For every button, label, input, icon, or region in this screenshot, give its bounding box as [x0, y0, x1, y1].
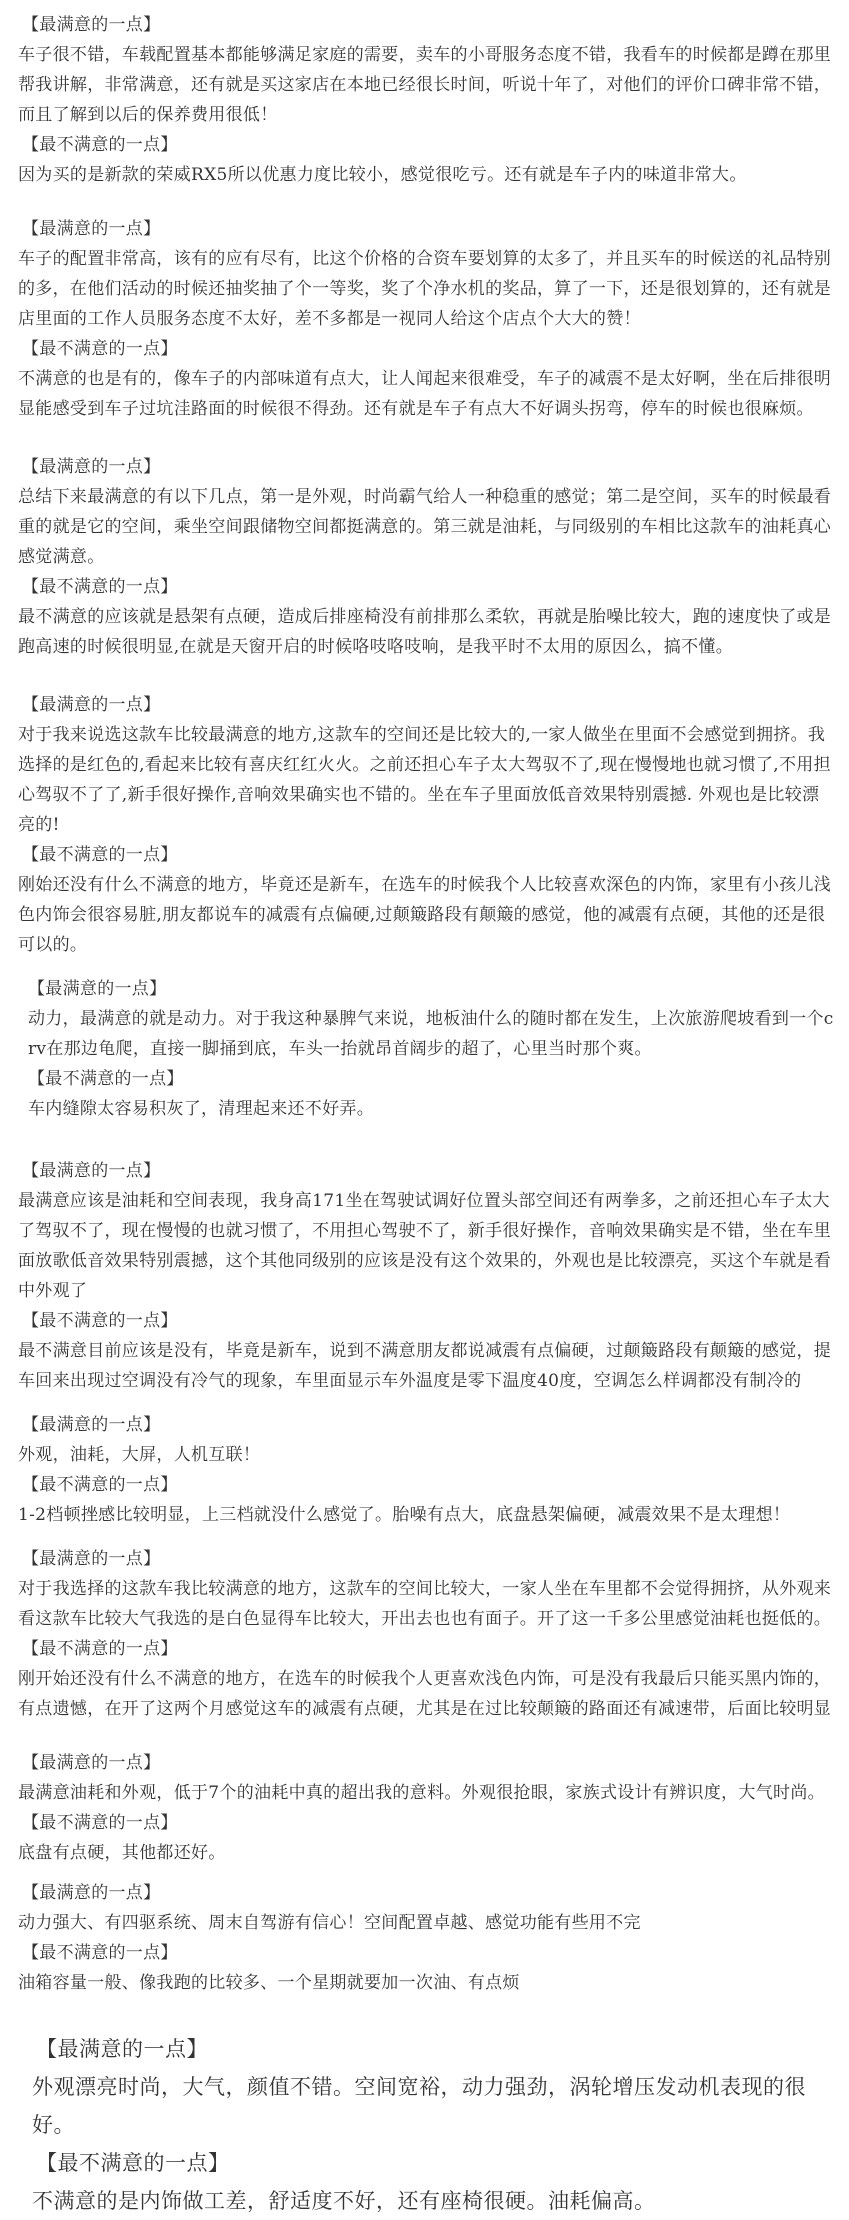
review-10: [18, 1878, 835, 1998]
worst-label: 【最不满意的一点】: [22, 577, 178, 597]
best-label: 【最满意的一点】: [22, 1549, 161, 1569]
best-label: 【最满意的一点】: [22, 457, 161, 477]
review-7: [18, 1410, 835, 1530]
worst-label: 【最不满意的一点】: [28, 1069, 184, 1089]
best-text: 最满意应该是油耗和空间表现，我身高171坐在驾驶试调好位置头部空间还有两拳多，之前还担心车子太大了驾驭不了，现在慢慢的也就习惯了，不用担心驾驶不了，新手很好操作，音响效果确实是不错，坐在车里面放歌低音效果特别震撼，这个其他同级别的应该是没有这个效果的，外观也是比较漂亮，买这个车就是看中外观了: [18, 1191, 832, 1301]
best-text: 总结下来最满意的有以下几点，第一是外观，时尚霸气给人一种稳重的感觉；第二是空间，买车的时候最看重的就是它的空间，乘坐空间跟储物空间都挺满意的。第三就是油耗，与同级别的车相比这款车的油耗真心感觉满意。: [18, 487, 832, 567]
best-text: 车子很不错，车载配置基本都能够满足家庭的需要，卖车的小哥服务态度不错，我看车的时候都是蹲在那里帮我讲解，非常满意，还有就是买这家店在本地已经很长时间，听说十年了，对他们的评价口碑非常不错，而且了解到以后的保养费用很低！: [18, 45, 832, 125]
best-label: 【最满意的一点】: [22, 1415, 161, 1435]
review-6: [18, 1156, 835, 1396]
worst-text: 最不满意的应该就是悬架有点硬，造成后排座椅没有前排那么柔软，再就是胎噪比较大，跑的速度快了或是跑高速的时候很明显,在就是天窗开启的时候咯吱咯吱响，是我平时不太用的原因么，搞不懂。: [18, 607, 832, 657]
best-label: 【最满意的一点】: [22, 695, 161, 715]
worst-text: 车内缝隙太容易积灰了，清理起来还不好弄。: [28, 1099, 374, 1119]
worst-text: 刚开始还没有什么不满意的地方，在选车的时候我个人更喜欢浅色内饰，可是没有我最后只能买黑内饰的，有点遗憾，在开了这两个月感觉这车的减震有点硬，尤其是在过比较颠簸的路面还有减速带，后面比较明显: [18, 1669, 832, 1719]
worst-text: 油箱容量一般、像我跑的比较多、一个星期就要加一次油、有点烦: [18, 1973, 520, 1993]
best-label: 【最满意的一点】: [22, 219, 161, 239]
worst-text: 最不满意目前应该是没有，毕竟是新车，说到不满意朋友都说减震有点偏硬，过颠簸路段有颠簸的感觉，提车回来出现过空调没有冷气的现象，车里面显示车外温度是零下温度40度，空调怎么样调都没有制冷的: [18, 1341, 832, 1391]
worst-label: 【最不满意的一点】: [22, 1475, 178, 1495]
best-label: 【最满意的一点】: [22, 1753, 161, 1773]
best-label: 【最满意的一点】: [36, 2037, 208, 2061]
worst-label: 【最不满意的一点】: [22, 1639, 178, 1659]
worst-text: 不满意的也是有的，像车子的内部味道有点大，让人闻起来很难受，车子的减震不是太好啊，坐在后排很明显能感受到车子过坑洼路面的时候很不得劲。还有就是车子有点大不好调头拐弯，停车的时候也很麻烦。: [18, 369, 832, 419]
worst-text: 1-2档顿挫感比较明显，上三档就没什么感觉了。胎噪有点大，底盘悬架偏硬，减震效果不是太理想！: [18, 1505, 791, 1525]
review-5: [18, 974, 835, 1124]
worst-text: 底盘有点硬，其他都还好。: [18, 1843, 226, 1863]
best-text: 动力，最满意的就是动力。对于我这种暴脾气来说，地板油什么的随时都在发生，上次旅游爬坡看到一个crv在那边龟爬，直接一脚捅到底，车头一抬就昂首阔步的超了，心里当时那个爽。: [28, 1009, 834, 1059]
review-9: [18, 1748, 835, 1868]
review-1: [18, 10, 835, 190]
best-text: 车子的配置非常高，该有的应有尽有，比这个价格的合资车要划算的太多了，并且买车的时候送的礼品特别的多，在他们活动的时候还抽奖抽了个一等奖，奖了个净水机的奖品，算了一下，还是很划算的，还有就是店里面的工作人员服务态度不太好，差不多都是一视同人给这个店点个大大的赞！: [18, 249, 832, 329]
worst-label: 【最不满意的一点】: [22, 135, 178, 155]
best-label: 【最满意的一点】: [22, 1883, 161, 1903]
worst-label: 【最不满意的一点】: [22, 339, 178, 359]
review-3: [18, 452, 835, 662]
worst-label: 【最不满意的一点】: [22, 845, 178, 865]
best-text: 对于我选择的这款车我比较满意的地方，这款车的空间比较大，一家人坐在车里都不会觉得拥挤，从外观来看这款车比较大气我选的是白色显得车比较大，开出去也也有面子。开了这一千多公里感觉油耗也挺低的。: [18, 1579, 832, 1629]
worst-label: 【最不满意的一点】: [22, 1311, 178, 1331]
worst-text: 因为买的是新款的荣威RX5所以优惠力度比较小，感觉很吃亏。还有就是车子内的味道非常大。: [18, 165, 747, 185]
worst-label: 【最不满意的一点】: [36, 2151, 230, 2175]
review-4: [18, 690, 835, 960]
review-8: [18, 1544, 835, 1724]
worst-text: 不满意的是内饰做工差，舒适度不好，还有座椅很硬。油耗偏高。: [32, 2189, 656, 2213]
best-text: 外观，油耗，大屏，人机互联！: [18, 1445, 261, 1465]
best-label: 【最满意的一点】: [28, 979, 167, 999]
review-11: [32, 2030, 835, 2220]
best-text: 动力强大、有四驱系统、周末自驾游有信心！空间配置卓越、感觉功能有些用不完: [18, 1913, 641, 1933]
best-label: 【最满意的一点】: [22, 1161, 161, 1181]
worst-label: 【最不满意的一点】: [22, 1813, 178, 1833]
worst-text: 刚始还没有什么不满意的地方，毕竟还是新车，在选车的时候我个人比较喜欢深色的内饰，家里有小孩儿浅色内饰会很容易脏,朋友都说车的减震有点偏硬,过颠簸路段有颠簸的感觉，他的减震有点硬，其他的还是很可以的。: [18, 875, 832, 955]
best-label: 【最满意的一点】: [22, 15, 161, 35]
best-text: 最满意油耗和外观，低于7个的油耗中真的超出我的意料。外观很抢眼，家族式设计有辨识度，大气时尚。: [18, 1783, 825, 1803]
review-2: [18, 214, 835, 424]
best-text: 对于我来说选这款车比较最满意的地方,这款车的空间还是比较大的,一家人做坐在里面不会感觉到拥挤。我选择的是红色的,看起来比较有喜庆红红火火。之前还担心车子太大驾驭不了,现在慢慢地也就习惯了,不用担心驾驭不了了,新手很好操作,音响效果确实也不错的。坐在车子里面放低音效果特别震撼. 外观也是比较漂亮的!: [18, 725, 831, 835]
worst-label: 【最不满意的一点】: [22, 1943, 178, 1963]
best-text: 外观漂亮时尚，大气，颜值不错。空间宽裕，动力强劲，涡轮增压发动机表现的很好。: [32, 2075, 806, 2137]
